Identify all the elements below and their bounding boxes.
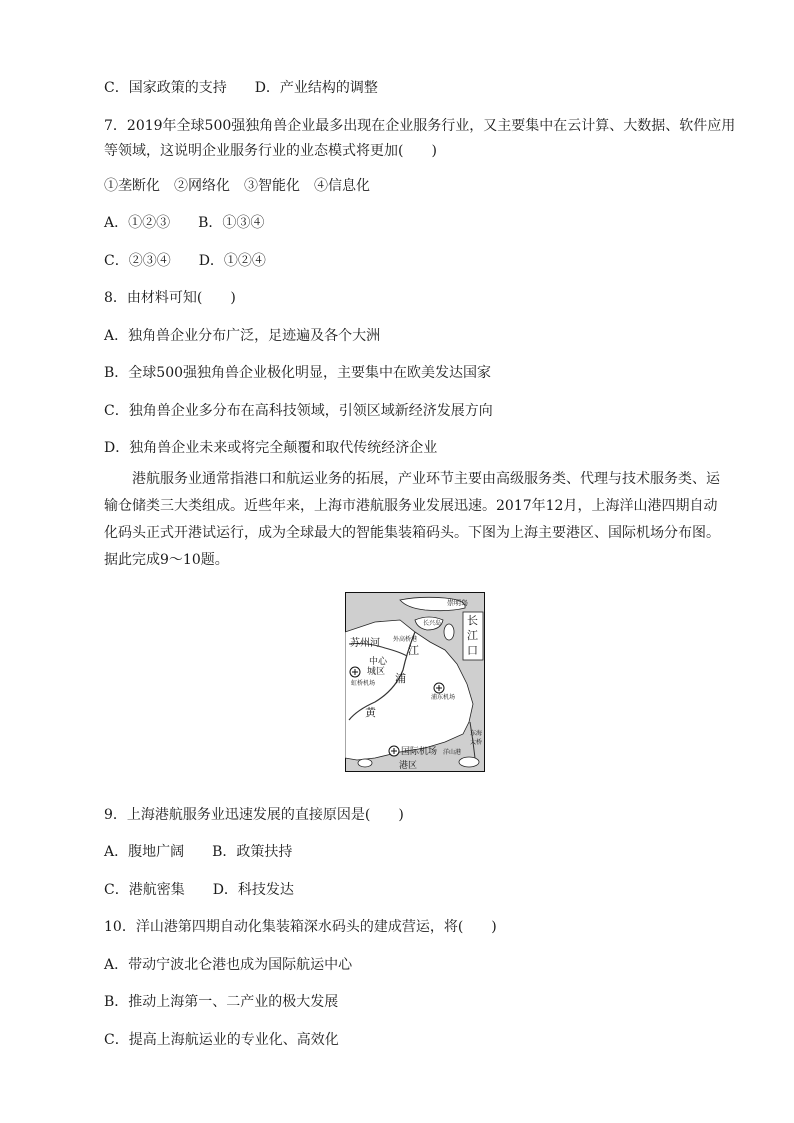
q8-option-b: B．全球500强独角兽企业极化明显，主要集中在欧美发达国家 — [104, 365, 492, 381]
q8-stem: 8．由材料可知( ) — [104, 290, 236, 306]
label-chongming: 崇明岛 — [447, 599, 468, 607]
q10-option-c: C．提高上海航运业的专业化、高效化 — [104, 1032, 339, 1048]
material-paragraph: 港航服务业通常指港口和航运业务的拓展，产业环节主要由高级服务类、代理与技术服务类、运输仓储类三大类组成。近些年来，上海市港航服务业发展迅速。2017年12月，上海洋山港四期自动化码头正式开港试运行，成为全球最大的智能集装箱码头。下图为上海主要港区、国际机场分布图。据此完成9～10题。 — [104, 471, 720, 568]
label-changjiangkou-3: 口 — [467, 644, 478, 657]
q7-options-ab: A．①②③ B．①③④ — [104, 215, 265, 231]
q8-option-a: A．独角兽企业分布广泛，足迹遍及各个大洲 — [104, 328, 381, 344]
label-huang: 黄 — [365, 706, 376, 719]
label-hongqiao: 虹桥机场 — [351, 680, 376, 687]
q7-items: ①垄断化 ②网络化 ③智能化 ④信息化 — [104, 178, 370, 194]
q7-options-cd: C．②③④ D．①②④ — [104, 253, 266, 269]
shanghai-port-map — [345, 592, 485, 772]
q9-stem: 9．上海港航服务业迅速发展的直接原因是( ) — [104, 807, 404, 823]
label-changjiangkou-2: 江 — [467, 629, 478, 642]
label-intl-airport: 国际机场 — [401, 747, 438, 757]
q9-options-ab: A．腹地广阔 B．政策扶持 — [104, 844, 293, 860]
intl-airport-icon — [389, 746, 399, 756]
label-center-1: 中心 — [369, 657, 388, 667]
q7-stem-line2: 等领域，这说明企业服务行业的业态模式将更加( ) — [104, 143, 437, 159]
label-changxing: 长兴岛 — [423, 620, 442, 627]
q8-option-d: D．独角兽企业未来或将完全颠覆和取代传统经济企业 — [104, 440, 438, 456]
label-center-2: 城区 — [367, 667, 386, 677]
q10-option-b: B．推动上海第一、二产业的极大发展 — [104, 994, 339, 1010]
label-waigaoqiao: 外高桥港 — [393, 636, 418, 643]
label-pu: 浦 — [395, 672, 406, 685]
label-gangqu: 港区 — [399, 761, 418, 771]
q9-options-cd: C．港航密集 D．科技发达 — [104, 882, 294, 898]
q6-options-cd: C．国家政策的支持 D．产业结构的调整 — [104, 80, 378, 96]
label-jiang: 江 — [408, 644, 419, 657]
q7-stem-line1: 7．2019年全球500强独角兽企业最多出现在企业服务行业，又主要集中在云计算、大数据、软件应用 — [104, 118, 736, 134]
q10-option-a: A．带动宁波北仑港也成为国际航运中心 — [104, 957, 353, 973]
label-donghai-1: 东海 — [470, 730, 483, 737]
label-pudong: 浦东机场 — [431, 694, 456, 701]
label-yangshan: 洋山港 — [443, 749, 462, 756]
label-changjiangkou-1: 长 — [467, 614, 478, 627]
hongqiao-airport-icon — [350, 667, 360, 677]
pudong-airport-icon — [434, 683, 444, 693]
q10-stem: 10．洋山港第四期自动化集装箱深水码头的建成营运，将( ) — [104, 919, 497, 935]
q8-option-c: C．独角兽企业多分布在高科技领域，引领区域新经济发展方向 — [104, 403, 493, 419]
label-suzhouhe: 苏州河 — [350, 638, 380, 649]
label-donghai-2: 大桥 — [470, 739, 483, 746]
